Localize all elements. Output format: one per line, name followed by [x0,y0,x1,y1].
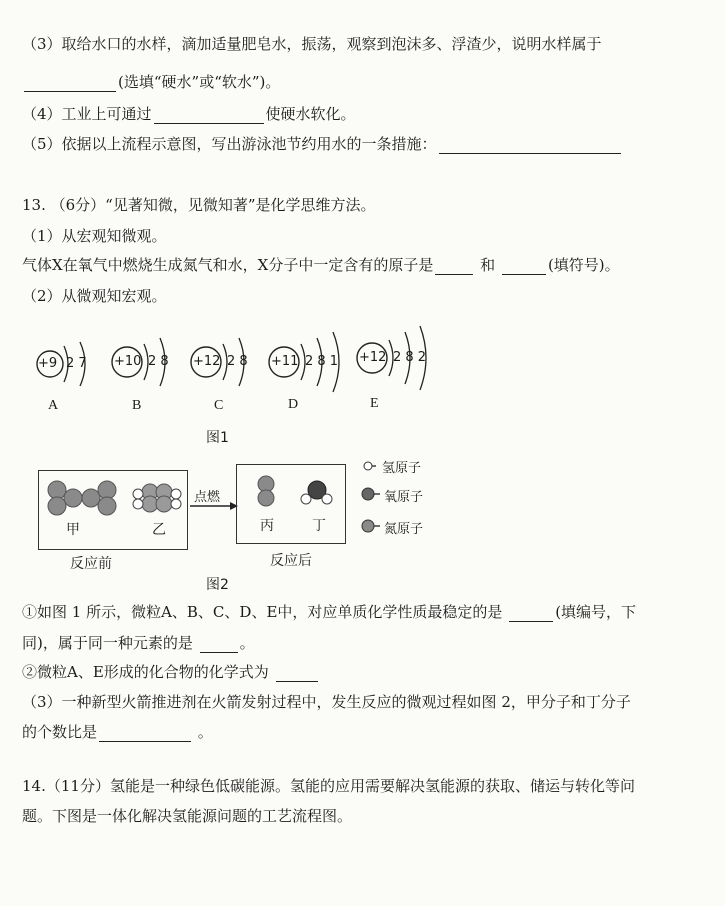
q13-sub3-text-b: 的个数比是 [22,723,98,741]
answer-blank[interactable] [509,606,553,622]
ignite-label: 点燃 [194,490,221,505]
atom-e-nucleus: +12 [359,350,387,365]
legend-hydrogen: 氢原子 [382,461,422,476]
q13-subq1-line1 [22,602,636,622]
q14-line2: 题。下图是一体化解决氢能源问题的工艺流程图。 [22,807,353,825]
label-yi: 乙 [152,522,166,538]
q13-sub1: （1）从宏观知微观。 [22,227,167,245]
q13-subq1-text-d: 。 [239,634,255,652]
q13-sub1-text-c: (填符号)。 [547,256,620,274]
after-reaction-box [236,464,346,544]
legend-nitrogen: 氮原子 [384,522,424,537]
answer-blank[interactable] [99,726,191,742]
atom-d-shells: 2 8 1 [305,354,339,369]
q12-part3-line1: （3）取给水口的水样，滴加适量肥皂水，振荡，观察到泡沫多、浮渣少，说明水样属于 [22,35,602,53]
answer-blank[interactable] [200,637,238,653]
before-label: 反应前 [70,556,112,572]
label-ding: 丁 [312,518,326,534]
label-bing: 丙 [260,518,274,534]
atom-b-shells: 2 8 [148,354,169,369]
atom-a-shells: 2 7 [66,356,87,371]
figure2-caption: 图2 [206,577,229,593]
q12-part4-text-a: （4）工业上可通过 [22,105,152,123]
q13-sub2: （2）从微观知宏观。 [22,287,167,305]
q13-sub3-text-c: 。 [197,723,213,741]
q13-sub3-line2 [22,722,213,742]
figure1-caption: 图1 [206,430,229,446]
q12-part4-text-b: 使硬水软化。 [265,105,356,123]
atom-e-letter: E [370,396,379,411]
q14-line1: 14.（11分）氢能是一种绿色低碳能源。氢能的应用需要解决氢能源的获取、储运与转化等问 [22,777,635,795]
atom-c-shells: 2 8 [227,354,248,369]
after-label: 反应后 [270,553,312,569]
q12-part3-hint: (选填“硬水”或“软水”)。 [118,73,281,91]
atom-b-nucleus: +10 [114,354,142,369]
legend-icons [362,462,380,532]
q13-title: 13. （6分）“见著知微，见微知著”是化学思维方法。 [22,196,376,214]
q12-part5-text: （5）依据以上流程示意图，写出游泳池节约用水的一条措施： [22,135,437,153]
atom-d-letter: D [288,397,299,412]
legend-oxygen: 氧原子 [384,490,424,505]
q13-subq1-text-b: (填编号，下 [555,603,637,621]
q13-subq1-text-c: 同)，属于同一种元素的是 [22,634,193,652]
q13-subq2-text: ②微粒A、E形成的化合物的化学式为 [22,663,269,681]
atom-d-nucleus: +11 [271,354,299,369]
q13-subq2 [22,662,320,682]
atom-a-nucleus: +9 [38,356,58,371]
q13-sub1-text-b: 和 [480,256,496,274]
atom-e-shells: 2 8 2 [393,350,427,365]
answer-blank[interactable] [276,666,318,682]
atom-b-letter: B [132,398,142,413]
q13-subq1-line2 [22,633,255,653]
atom-c-letter: C [214,398,224,413]
atom-a-letter: A [48,398,59,413]
q13-sub3-line1: （3）一种新型火箭推进剂在火箭发射过程中，发生反应的微观过程如图 2，甲分子和丁分子 [22,693,631,711]
atom-c-nucleus: +12 [193,354,221,369]
q13-sub1-text-a: 气体X在氧气中燃烧生成氮气和水，X分子中一定含有的原子是 [22,256,434,274]
label-jia: 甲 [66,522,80,538]
q13-subq1-text-a: ①如图 1 所示，微粒A、B、C、D、E中，对应单质化学性质最稳定的是 [22,603,503,621]
